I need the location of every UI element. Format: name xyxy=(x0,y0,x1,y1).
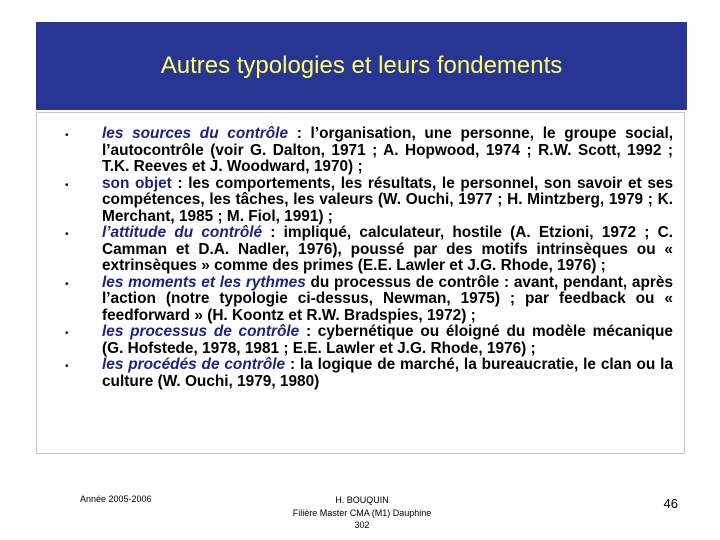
bullet-text: : cybernétique ou éloigné du modèle mécanique (G. Hofstede, 1978, 1981 ; E.E. Lawler et J.G. Rhode, 1976) ; xyxy=(102,323,673,357)
bullet-keyword: l’attitude du contrôlé xyxy=(102,224,263,241)
list-item xyxy=(65,126,673,176)
bullet-keyword: les moments et les rythmes xyxy=(102,273,306,291)
bullet-keyword: son objet xyxy=(102,174,172,192)
content-box xyxy=(36,112,685,454)
bullet-keyword: les sources du contrôle xyxy=(102,125,289,142)
footer-room: 302 xyxy=(354,520,370,530)
bullet-icon: • xyxy=(65,361,69,372)
footer-center xyxy=(262,494,462,532)
bullet-text: : les comportements, les résultats, le personnel, son savoir et ses compétences, les tâches, les valeurs (W. Ouchi, 1977 ; H. Mintzberg, 1979 ; K. Merchant, 1985 ; M. Fiol, 1991) ; xyxy=(102,174,674,225)
slide-title: Autres typologies et leurs fondements xyxy=(160,52,563,79)
bullet-icon: • xyxy=(65,179,69,191)
footer-author: H. BOUQUIN xyxy=(335,495,389,505)
list-item xyxy=(65,357,673,390)
footer-program: Filière Master CMA (M1) Dauphine xyxy=(292,507,432,518)
bullet-keyword: les processus de contrôle xyxy=(102,323,300,340)
bullet-text: du processus de contrôle : avant, pendant, après l’action (notre typologie ci-dessus, Newman, 1975) ; par feedback ou « feedforward » (H. Koontz et R.W. Bradspies, 1972) ; xyxy=(102,273,674,324)
list-item xyxy=(65,275,673,325)
bullet-list xyxy=(65,126,673,390)
bullet-icon: • xyxy=(65,130,69,141)
bullet-icon: • xyxy=(65,328,69,339)
bullet-text: : l’organisation, une personne, le groupe social, l’autocontrôle (voir G. Dalton, 1971 ; A. Hopwood, 1974 ; R.W. Scott, 1992 ; T.K. Reeves et J. Woodward, 1970) ; xyxy=(102,125,673,175)
title-bar xyxy=(36,22,687,110)
list-item xyxy=(65,324,673,357)
bullet-keyword: les procédés de contrôle xyxy=(102,356,286,373)
bullet-text: : la logique de marché, la bureaucratie, le clan ou la culture (W. Ouchi, 1979, 1980) xyxy=(102,356,673,390)
page-number: 46 xyxy=(663,496,678,511)
bullet-icon: • xyxy=(65,278,69,290)
bullet-icon: • xyxy=(65,229,69,240)
bullet-text: : impliqué, calculateur, hostile (A. Etzioni, 1972 ; C. Camman et D.A. Nadler, 1976), poussé par des motifs intrinsèques ou « extrinsèques » comme des primes (E.E. Lawler et J.G. Rhode, 1976) ; xyxy=(102,224,673,274)
footer-year: Année 2005-2006 xyxy=(80,494,152,504)
list-item xyxy=(65,176,673,226)
list-item xyxy=(65,225,673,275)
